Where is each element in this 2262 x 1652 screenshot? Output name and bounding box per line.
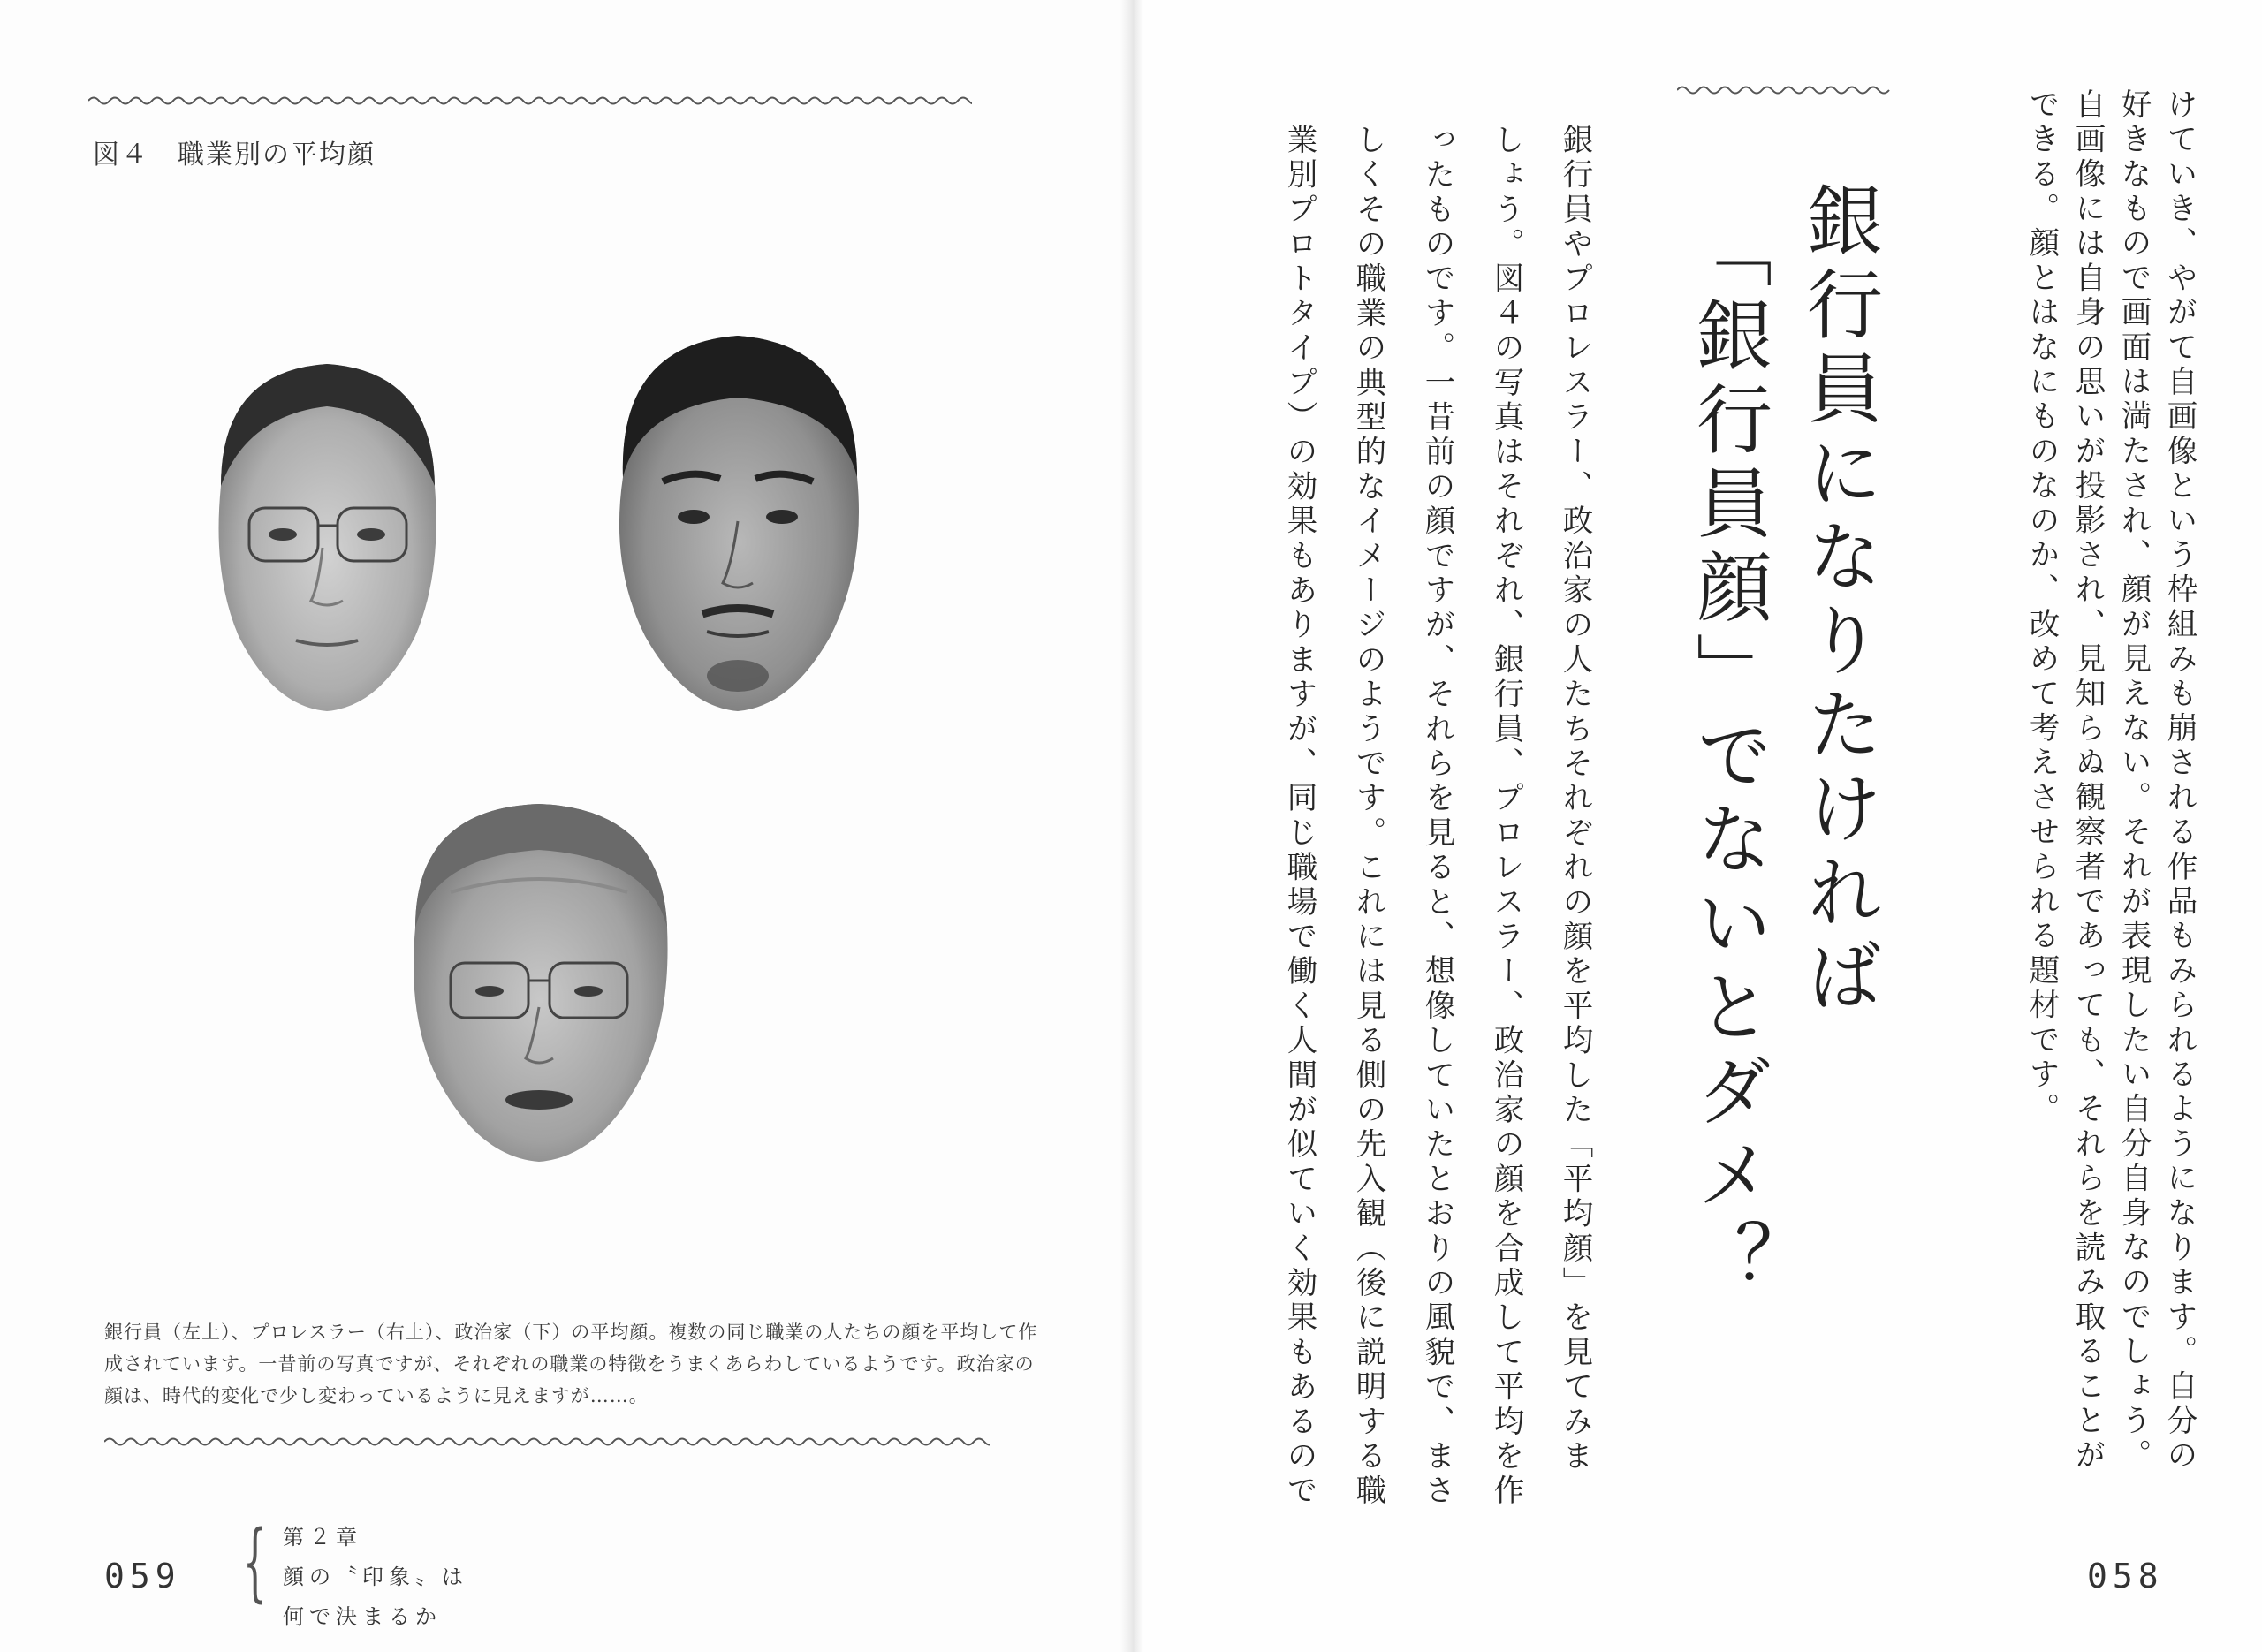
figure-top-wavy-rule [88, 92, 972, 110]
section-heading-line2: 「銀行員顔」でないとダメ？ [1683, 212, 1772, 1303]
intro-text-line: 好きなもので画面は満たされ、顔が見えない。それが表現したい自分自身なのでしょう。 [2115, 88, 2151, 1474]
body-text-line: しょう。図４の写真はそれぞれ、銀行員、プロレスラー、政治家の顔を合成して平均を作 [1488, 124, 1523, 1509]
chapter-title-line2: 何で決まるか [283, 1604, 442, 1629]
figure-caption [104, 1316, 1038, 1412]
intro-text-line: できる。顔とはなにものなのか、改めて考えさせられる題材です。 [2023, 88, 2059, 1127]
chapter-info [283, 1518, 468, 1637]
figure-bottom-wavy-rule [104, 1433, 990, 1451]
body-text-line: しくその職業の典型的なイメージのようです。これには見る側の先入観（後に説明する職 [1350, 124, 1385, 1509]
body-text-line: ったものです。一昔前の顔ですが、それらを見ると、想像していたとおりの風貌で、まさ [1419, 124, 1454, 1509]
right-page-number: 058 [2087, 1557, 2164, 1595]
caption-line: 顔は、時代的変化で少し変わっているように見えますが……。 [104, 1385, 649, 1406]
body-text-line: 銀行員やプロレスラー、政治家の人たちそれぞれの顔を平均した「平均顔」を見てみま [1557, 124, 1592, 1474]
caption-line: 成されています。一昔前の写真ですが、それぞれの職業の特徴をうまくあらわしているようです。政治家の [104, 1353, 1035, 1375]
politician-face-photo [398, 795, 680, 1166]
banker-face-photo [194, 353, 459, 716]
body-text-line: 業別プロトタイプ）の効果もありますが、同じ職場で働く人間が似ていく効果もあるので [1281, 124, 1317, 1509]
intro-text-line: 自画像には自身の思いが投影され、見知らぬ観察者であっても、それらを読み取ることが [2069, 88, 2105, 1474]
chapter-brace: { [242, 1512, 268, 1611]
chapter-number: 第２章 [283, 1525, 362, 1550]
pro-wrestler-face-photo [601, 327, 875, 716]
section-heading-line1: 銀行員になりたければ [1794, 181, 1882, 1020]
heading-wavy-rule [1677, 81, 1891, 99]
caption-line: 銀行員（左上）、プロレスラー（右上）、政治家（下）の平均顔。複数の同じ職業の人たちの顔を平均して作 [104, 1322, 1038, 1343]
figure-title: 図４ 職業別の平均顔 [93, 140, 376, 171]
left-page-number: 059 [104, 1557, 181, 1595]
book-gutter [1120, 0, 1143, 1652]
intro-text-line: けていき、やがて自画像という枠組みも崩される作品もみられるようになります。自分の [2161, 88, 2197, 1474]
chapter-title-line1: 顔の〝印象〟は [283, 1565, 468, 1589]
